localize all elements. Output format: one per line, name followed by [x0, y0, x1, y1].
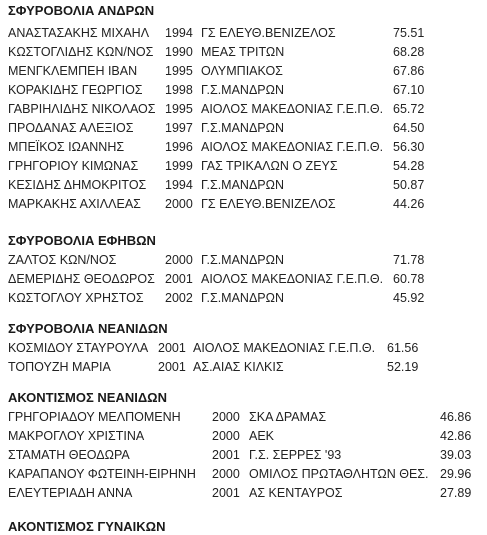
- result-row: [0, 408, 487, 427]
- birth-year: 1996: [165, 140, 193, 154]
- birth-year: 1997: [165, 121, 193, 135]
- result-row: [0, 270, 487, 289]
- result-mark: 29.96: [440, 467, 472, 481]
- result-mark: 67.86: [393, 64, 425, 78]
- birth-year: 1998: [165, 83, 193, 97]
- athlete-name: ΑΝΑΣΤΑΣΑΚΗΣ ΜΙΧΑΗΛ: [8, 26, 150, 40]
- birth-year: 2001: [212, 448, 240, 462]
- result-mark: 50.87: [393, 178, 425, 192]
- result-row: [0, 484, 487, 503]
- club-name: Γ.Σ. ΣΕΡΡΕΣ '93: [249, 448, 342, 462]
- result-mark: 61.56: [387, 341, 419, 355]
- athlete-name: ΠΡΟΔΑΝΑΣ ΑΛΕΞΙΟΣ: [8, 121, 134, 135]
- birth-year: 2000: [212, 410, 240, 424]
- section-heading: ΣΦΥΡΟΒΟΛΙΑ ΝΕΑΝΙΔΩΝ: [8, 321, 168, 336]
- club-name: ΑΙΟΛΟΣ ΜΑΚΕΔΟΝΙΑΣ Γ.Ε.Π.Θ.: [201, 102, 384, 116]
- result-row: [0, 176, 487, 195]
- athlete-name: ΓΡΗΓΟΡΙΑΔΟΥ ΜΕΛΠΟΜΕΝΗ: [8, 410, 181, 424]
- result-row: [0, 358, 487, 377]
- result-mark: 60.78: [393, 272, 425, 286]
- result-row: [0, 62, 487, 81]
- athlete-name: ΓΑΒΡΙΗΛΙΔΗΣ ΝΙΚΟΛΑΟΣ: [8, 102, 156, 116]
- athlete-name: ΔΕΜΕΡΙΔΗΣ ΘΕΟΔΩΡΟΣ: [8, 272, 155, 286]
- birth-year: 2000: [165, 197, 193, 211]
- result-row: [0, 24, 487, 43]
- section-heading: ΑΚΟΝΤΙΣΜΟΣ ΓΥΝΑΙΚΩΝ: [8, 519, 166, 534]
- birth-year: 2000: [212, 429, 240, 443]
- result-mark: 42.86: [440, 429, 472, 443]
- athlete-name: ΚΟΡΑΚΙΔΗΣ ΓΕΩΡΓΙΟΣ: [8, 83, 143, 97]
- athlete-name: ΜΑΚΡΟΓΛΟΥ ΧΡΙΣΤΙΝΑ: [8, 429, 145, 443]
- club-name: ΑΕΚ: [249, 429, 275, 443]
- athlete-name: ΖΑΛΤΟΣ ΚΩΝ/ΝΟΣ: [8, 253, 117, 267]
- athlete-name: ΓΡΗΓΟΡΙΟΥ ΚΙΜΩΝΑΣ: [8, 159, 139, 173]
- section-heading: ΣΦΥΡΟΒΟΛΙΑ ΕΦΗΒΩΝ: [8, 233, 156, 248]
- result-row: [0, 100, 487, 119]
- result-row: [0, 195, 487, 214]
- club-name: Γ.Σ.ΜΑΝΔΡΩΝ: [201, 121, 285, 135]
- result-mark: 45.92: [393, 291, 425, 305]
- result-mark: 39.03: [440, 448, 472, 462]
- club-name: ΓΑΣ ΤΡΙΚΑΛΩΝ Ο ΖΕΥΣ: [201, 159, 338, 173]
- athlete-name: ΕΛΕΥΤΕΡΙΑΔΗ ΑΝΝΑ: [8, 486, 133, 500]
- athlete-name: ΚΟΣΜΙΔΟΥ ΣΤΑΥΡΟΥΛΑ: [8, 341, 149, 355]
- birth-year: 2001: [158, 341, 186, 355]
- result-row: [0, 446, 487, 465]
- club-name: ΜΕΑΣ ΤΡΙΤΩΝ: [201, 45, 285, 59]
- result-row: [0, 427, 487, 446]
- athlete-name: ΚΑΡΑΠΑΝΟΥ ΦΩΤΕΙΝΗ-ΕΙΡΗΝΗ: [8, 467, 196, 481]
- club-name: ΓΣ ΕΛΕΥΘ.ΒΕΝΙΖΕΛΟΣ: [201, 197, 336, 211]
- result-mark: 71.78: [393, 253, 425, 267]
- section-heading: ΑΚΟΝΤΙΣΜΟΣ ΝΕΑΝΙΔΩΝ: [8, 390, 167, 405]
- club-name: Γ.Σ.ΜΑΝΔΡΩΝ: [201, 253, 285, 267]
- club-name: ΑΣ ΚΕΝΤΑΥΡΟΣ: [249, 486, 343, 500]
- birth-year: 1994: [165, 178, 193, 192]
- result-mark: 64.50: [393, 121, 425, 135]
- birth-year: 1990: [165, 45, 193, 59]
- birth-year: 2002: [165, 291, 193, 305]
- birth-year: 1995: [165, 102, 193, 116]
- club-name: ΓΣ ΕΛΕΥΘ.ΒΕΝΙΖΕΛΟΣ: [201, 26, 336, 40]
- club-name: Γ.Σ.ΜΑΝΔΡΩΝ: [201, 178, 285, 192]
- result-row: [0, 251, 487, 270]
- club-name: Γ.Σ.ΜΑΝΔΡΩΝ: [201, 291, 285, 305]
- birth-year: 2000: [165, 253, 193, 267]
- birth-year: 1994: [165, 26, 193, 40]
- result-row: [0, 339, 487, 358]
- club-name: ΑΣ.ΑΙΑΣ ΚΙΛΚΙΣ: [193, 360, 284, 374]
- result-mark: 27.89: [440, 486, 472, 500]
- section-heading: ΣΦΥΡΟΒΟΛΙΑ ΑΝΔΡΩΝ: [8, 3, 155, 18]
- club-name: ΑΙΟΛΟΣ ΜΑΚΕΔΟΝΙΑΣ Γ.Ε.Π.Θ.: [193, 341, 376, 355]
- result-row: [0, 157, 487, 176]
- result-row: [0, 81, 487, 100]
- result-mark: 56.30: [393, 140, 425, 154]
- athlete-name: ΚΕΣΙΔΗΣ ΔΗΜΟΚΡΙΤΟΣ: [8, 178, 147, 192]
- athlete-name: ΣΤΑΜΑΤΗ ΘΕΟΔΩΡΑ: [8, 448, 130, 462]
- club-name: ΑΙΟΛΟΣ ΜΑΚΕΔΟΝΙΑΣ Γ.Ε.Π.Θ.: [201, 272, 384, 286]
- athlete-name: ΤΟΠΟΥΖΗ ΜΑΡΙΑ: [8, 360, 111, 374]
- athlete-name: ΚΩΣΤΟΓΛΟΥ ΧΡΗΣΤΟΣ: [8, 291, 144, 305]
- club-name: ΟΜΙΛΟΣ ΠΡΩΤΑΘΛΗΤΩΝ ΘΕΣ.: [249, 467, 429, 481]
- club-name: Γ.Σ.ΜΑΝΔΡΩΝ: [201, 83, 285, 97]
- athlete-name: ΚΩΣΤΟΓΛΙΔΗΣ ΚΩΝ/ΝΟΣ: [8, 45, 154, 59]
- birth-year: 2001: [158, 360, 186, 374]
- result-mark: 54.28: [393, 159, 425, 173]
- club-name: ΣΚΑ ΔΡΑΜΑΣ: [249, 410, 327, 424]
- result-mark: 75.51: [393, 26, 425, 40]
- result-row: [0, 289, 487, 308]
- result-mark: 44.26: [393, 197, 425, 211]
- athlete-name: ΜΕΝΓΚΛΕΜΠΕΗ ΙΒΑΝ: [8, 64, 138, 78]
- athlete-name: ΜΑΡΚΑΚΗΣ ΑΧΙΛΛΕΑΣ: [8, 197, 141, 211]
- result-mark: 67.10: [393, 83, 425, 97]
- result-row: [0, 465, 487, 484]
- birth-year: 1999: [165, 159, 193, 173]
- athlete-name: ΜΠΕΪΚΟΣ ΙΩΑΝΝΗΣ: [8, 140, 125, 154]
- result-row: [0, 138, 487, 157]
- birth-year: 2001: [165, 272, 193, 286]
- club-name: ΟΛΥΜΠΙΑΚΟΣ: [201, 64, 283, 78]
- club-name: ΑΙΟΛΟΣ ΜΑΚΕΔΟΝΙΑΣ Γ.Ε.Π.Θ.: [201, 140, 384, 154]
- birth-year: 2001: [212, 486, 240, 500]
- result-mark: 46.86: [440, 410, 472, 424]
- result-row: [0, 43, 487, 62]
- result-mark: 65.72: [393, 102, 425, 116]
- result-mark: 52.19: [387, 360, 419, 374]
- result-mark: 68.28: [393, 45, 425, 59]
- result-row: [0, 119, 487, 138]
- birth-year: 1995: [165, 64, 193, 78]
- birth-year: 2000: [212, 467, 240, 481]
